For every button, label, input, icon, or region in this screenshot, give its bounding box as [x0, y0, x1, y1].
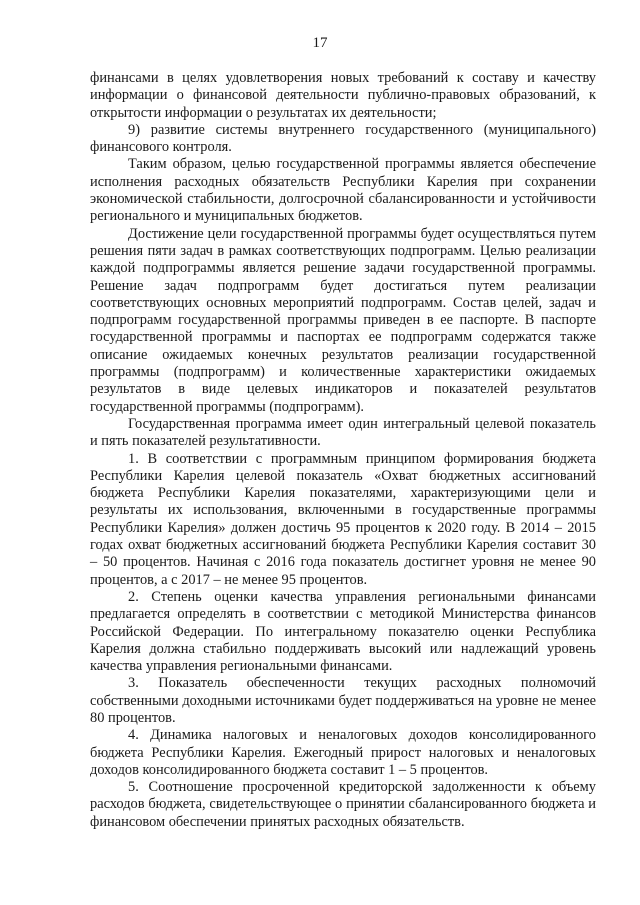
- paragraph-indicator-1: 1. В соответствии с программным принципом формирования бюджета Республики Карелия целевой показатель «Охват бюджетных ассигнований бюджета Республики Карелия показателями, характеризующими цели и результаты их использования, включенными в государственные программы Республики Карелия» должен достичь 95 процентов к 2020 году. В 2014 – 2015 годах охват бюджетных ассигнований бюджета Республики Карелия составит 30 – 50 процентов. Начиная с 2016 года показатель достигнет уровня не менее 90 процентов, а с 2017 – не менее 95 процентов.: [90, 450, 596, 588]
- paragraph-indicator-4: 4. Динамика налоговых и неналоговых доходов консолидированного бюджета Республики Карелия. Ежегодный прирост налоговых и неналоговых доходов консолидированного бюджета составит 1 – 5 процентов.: [90, 727, 596, 778]
- paragraph-indicator-5: 5. Соотношение просроченной кредиторской задолженности к объему расходов бюджета, свидетельствующее о принятии сбалансированного бюджета и финансовом обеспечении принятых расходных обязательств.: [90, 779, 596, 830]
- paragraph-item-9: 9) развитие системы внутреннего государственного (муниципального) финансового контроля.: [90, 121, 596, 156]
- paragraph-program-goal: Таким образом, целью государственной программы является обеспечение исполнения расходных обязательств Республики Карелия при сохранении экономической стабильности, долгосрочной сбалансированности и устойчивости регионального и муниципальных бюджетов.: [90, 156, 596, 225]
- paragraph-indicator-2: 2. Степень оценки качества управления региональными финансами предлагается определять в соответствии с методикой Министерства финансов Российской Федерации. По интегральному показателю оценки Республика Карелия должна стабильно поддерживать высокий или надлежащий уровень качества управления региональными финансами.: [90, 588, 596, 675]
- page-number: 17: [312, 35, 328, 51]
- paragraph-continuation: финансами в целях удовлетворения новых требований к составу и качеству информации о финансовой деятельности публично-правовых образований, к открытости информации о результатах их деятельности;: [90, 70, 596, 121]
- document-body: [90, 70, 596, 831]
- paragraph-goal-achievement: Достижение цели государственной программы будет осуществляться путем решения пяти задач в рамках соответствующих подпрограмм. Целью реализации каждой подпрограммы является решение задачи государственной программы. Решение задач подпрограмм будет достигаться путем реализации соответствующих основных мероприятий подпрограмм. Состав целей, задач и подпрограмм государственной программы приведен в ее паспорте. В паспорте государственной программы и паспортах ее подпрограмм содержатся также описание ожидаемых конечных результатов реализации государственной программы (подпрограмм) и количественные характеристики ожидаемых результатов в виде целевых индикаторов и показателей результатов государственной программы (подпрограмм).: [90, 225, 596, 415]
- paragraph-indicator-3: 3. Показатель обеспеченности текущих расходных полномочий собственными доходными источниками будет поддерживаться на уровне не менее 80 процентов.: [90, 675, 596, 726]
- paragraph-indicators-intro: Государственная программа имеет один интегральный целевой показатель и пять показателей результативности.: [90, 415, 596, 450]
